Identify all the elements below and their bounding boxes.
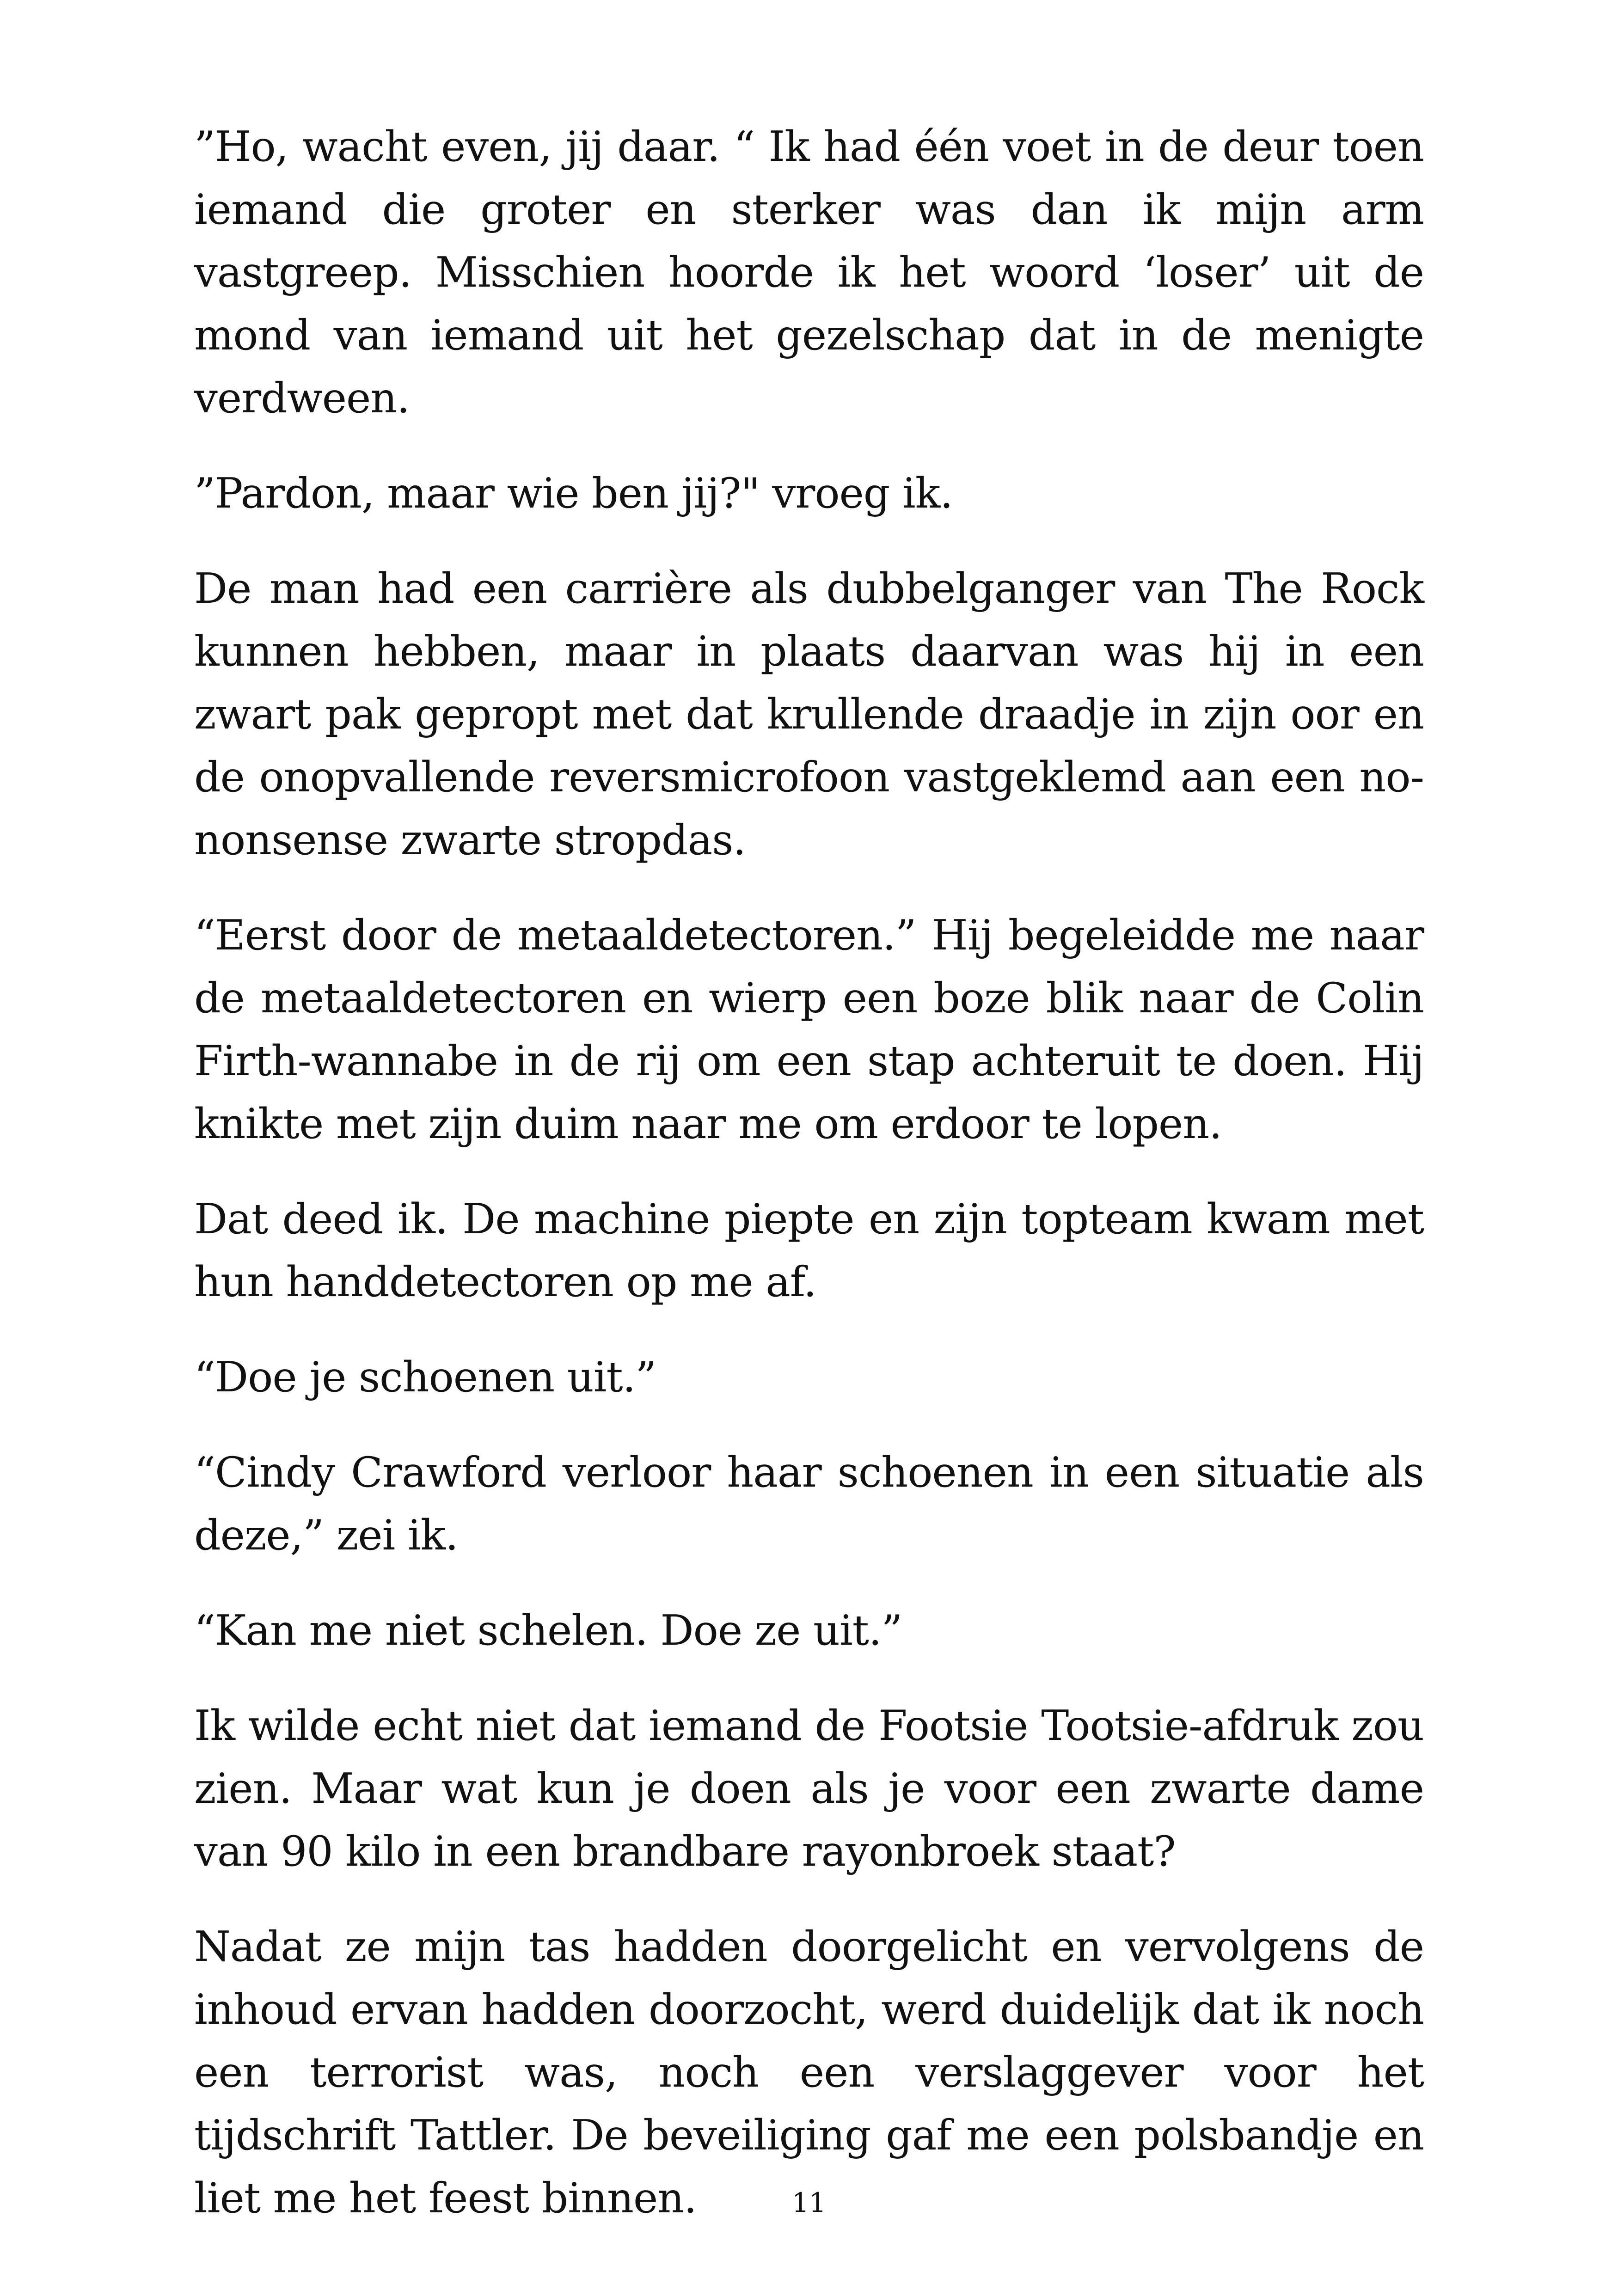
paragraph-8: “Kan me niet schelen. Doe ze uit.” xyxy=(194,1606,902,1655)
paragraph-9: Ik wilde echt niet dat iemand de Footsie Tootsie-afdruk zou zien. Maar wat kun je doen als je voor een zwarte dame van 90 kilo in een brandbare rayonbroek staat? xyxy=(194,1702,1424,1876)
paragraph-3: De man had een carrière als dubbelganger van The Rock kunnen hebben, maar in plaats daarvan was hij in een zwart pak gepropt met dat krullende draadje in zijn oor en de onopvallende reversmicrofoon vastgeklemd aan een no-nonsense zwarte stropdas. xyxy=(194,564,1424,864)
paragraph-5: Dat deed ik. De machine piepte en zijn topteam kwam met hun handdetectoren op me af. xyxy=(194,1195,1424,1306)
paragraph-10: Nadat ze mijn tas hadden doorgelicht en vervolgens de inhoud ervan hadden doorzocht, werd duidelijk dat ik noch een terrorist was, noch een verslaggever voor het tijdschrift Tattler. De beveiliging gaf me een polsbandje en liet me het feest binnen. xyxy=(194,1923,1424,2223)
paragraph-7: “Cindy Crawford verloor haar schoenen in een situatie als deze,” zei ik. xyxy=(194,1448,1424,1560)
paragraph-6: “Doe je schoenen uit.” xyxy=(194,1353,656,1402)
paragraph-2: ”Pardon, maar wie ben jij?" vroeg ik. xyxy=(194,469,953,518)
paragraph-4: “Eerst door de metaaldetectoren.” Hij begeleidde me naar de metaaldetectoren en wierp een boze blik naar de Colin Firth-wannabe in de rij om een stap achteruit te doen. Hij knikte met zijn duim naar me om erdoor te lopen. xyxy=(194,911,1424,1148)
paragraph-1: ”Ho, wacht even, jij daar. “ Ik had één voet in de deur toen iemand die groter en sterker was dan ik mijn arm vastgreep. Misschien hoorde ik het woord ‘loser’ uit de mond van iemand uit het gezelschap dat in de menigte verdween. xyxy=(194,122,1424,422)
body-text xyxy=(194,116,1424,2262)
page-number: 11 xyxy=(792,2187,826,2218)
